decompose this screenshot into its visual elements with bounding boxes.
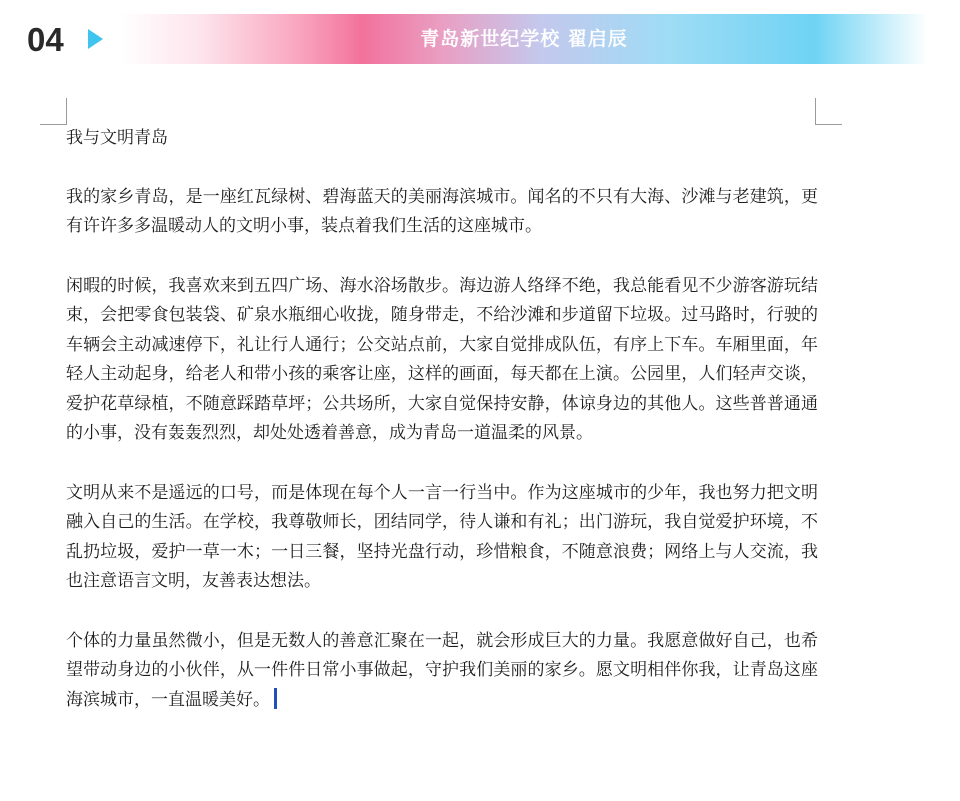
paragraph-1: 我的家乡青岛，是一座红瓦绿树、碧海蓝天的美丽海滨城市。闻名的不只有大海、沙滩与老建筑，更有许许多多温暖动人的文明小事，装点着我们生活的这座城市。 [66, 186, 818, 236]
section-number: 04 [27, 21, 64, 58]
play-arrow-icon [88, 29, 103, 49]
document-title: 我与文明青岛 [66, 128, 168, 148]
page-corner-mark-top-left [40, 98, 67, 125]
paragraph-4 [66, 627, 818, 716]
document-body[interactable] [66, 124, 818, 745]
header-title: 青岛新世纪学校 翟启辰 [420, 28, 628, 50]
paragraph-3: 文明从来不是遥远的口号，而是体现在每个人一言一行当中。作为这座城市的少年，我也努力把文明融入自己的生活。在学校，我尊敬师长，团结同学，待人谦和有礼；出门游玩，我自觉爱护环境，不乱扔垃圾，爱护一草一木；一日三餐，坚持光盘行动，珍惜粮食，不随意浪费；网络上与人交流，我也注意语言文明，友善表达想法。 [66, 482, 818, 591]
text-cursor [274, 688, 277, 709]
paragraph-2: 闲暇的时候，我喜欢来到五四广场、海水浴场散步。海边游人络绎不绝，我总能看见不少游客游玩结束，会把零食包装袋、矿泉水瓶细心收拢，随身带走，不给沙滩和步道留下垃圾。过马路时，行驶的车辆会主动减速停下，礼让行人通行；公交站点前，大家自觉排成队伍，有序上下车。车厢里面，年轻人主动起身，给老人和带小孩的乘客让座，这样的画面，每天都在上演。公园里，人们轻声交谈，爱护花草绿植，不随意踩踏草坪；公共场所，大家自觉保持安静，体谅身边的其他人。这些普普通通的小事，没有轰轰烈烈，却处处透着善意，成为青岛一道温柔的风景。 [66, 275, 818, 443]
paragraph-4-text: 个体的力量虽然微小，但是无数人的善意汇聚在一起，就会形成巨大的力量。我愿意做好自己，也希望带动身边的小伙伴，从一件件日常小事做起，守护我们美丽的家乡。愿文明相伴你我，让青岛这座海滨城市，一直温暖美好。 [66, 630, 818, 710]
page-corner-mark-top-right [815, 98, 842, 125]
